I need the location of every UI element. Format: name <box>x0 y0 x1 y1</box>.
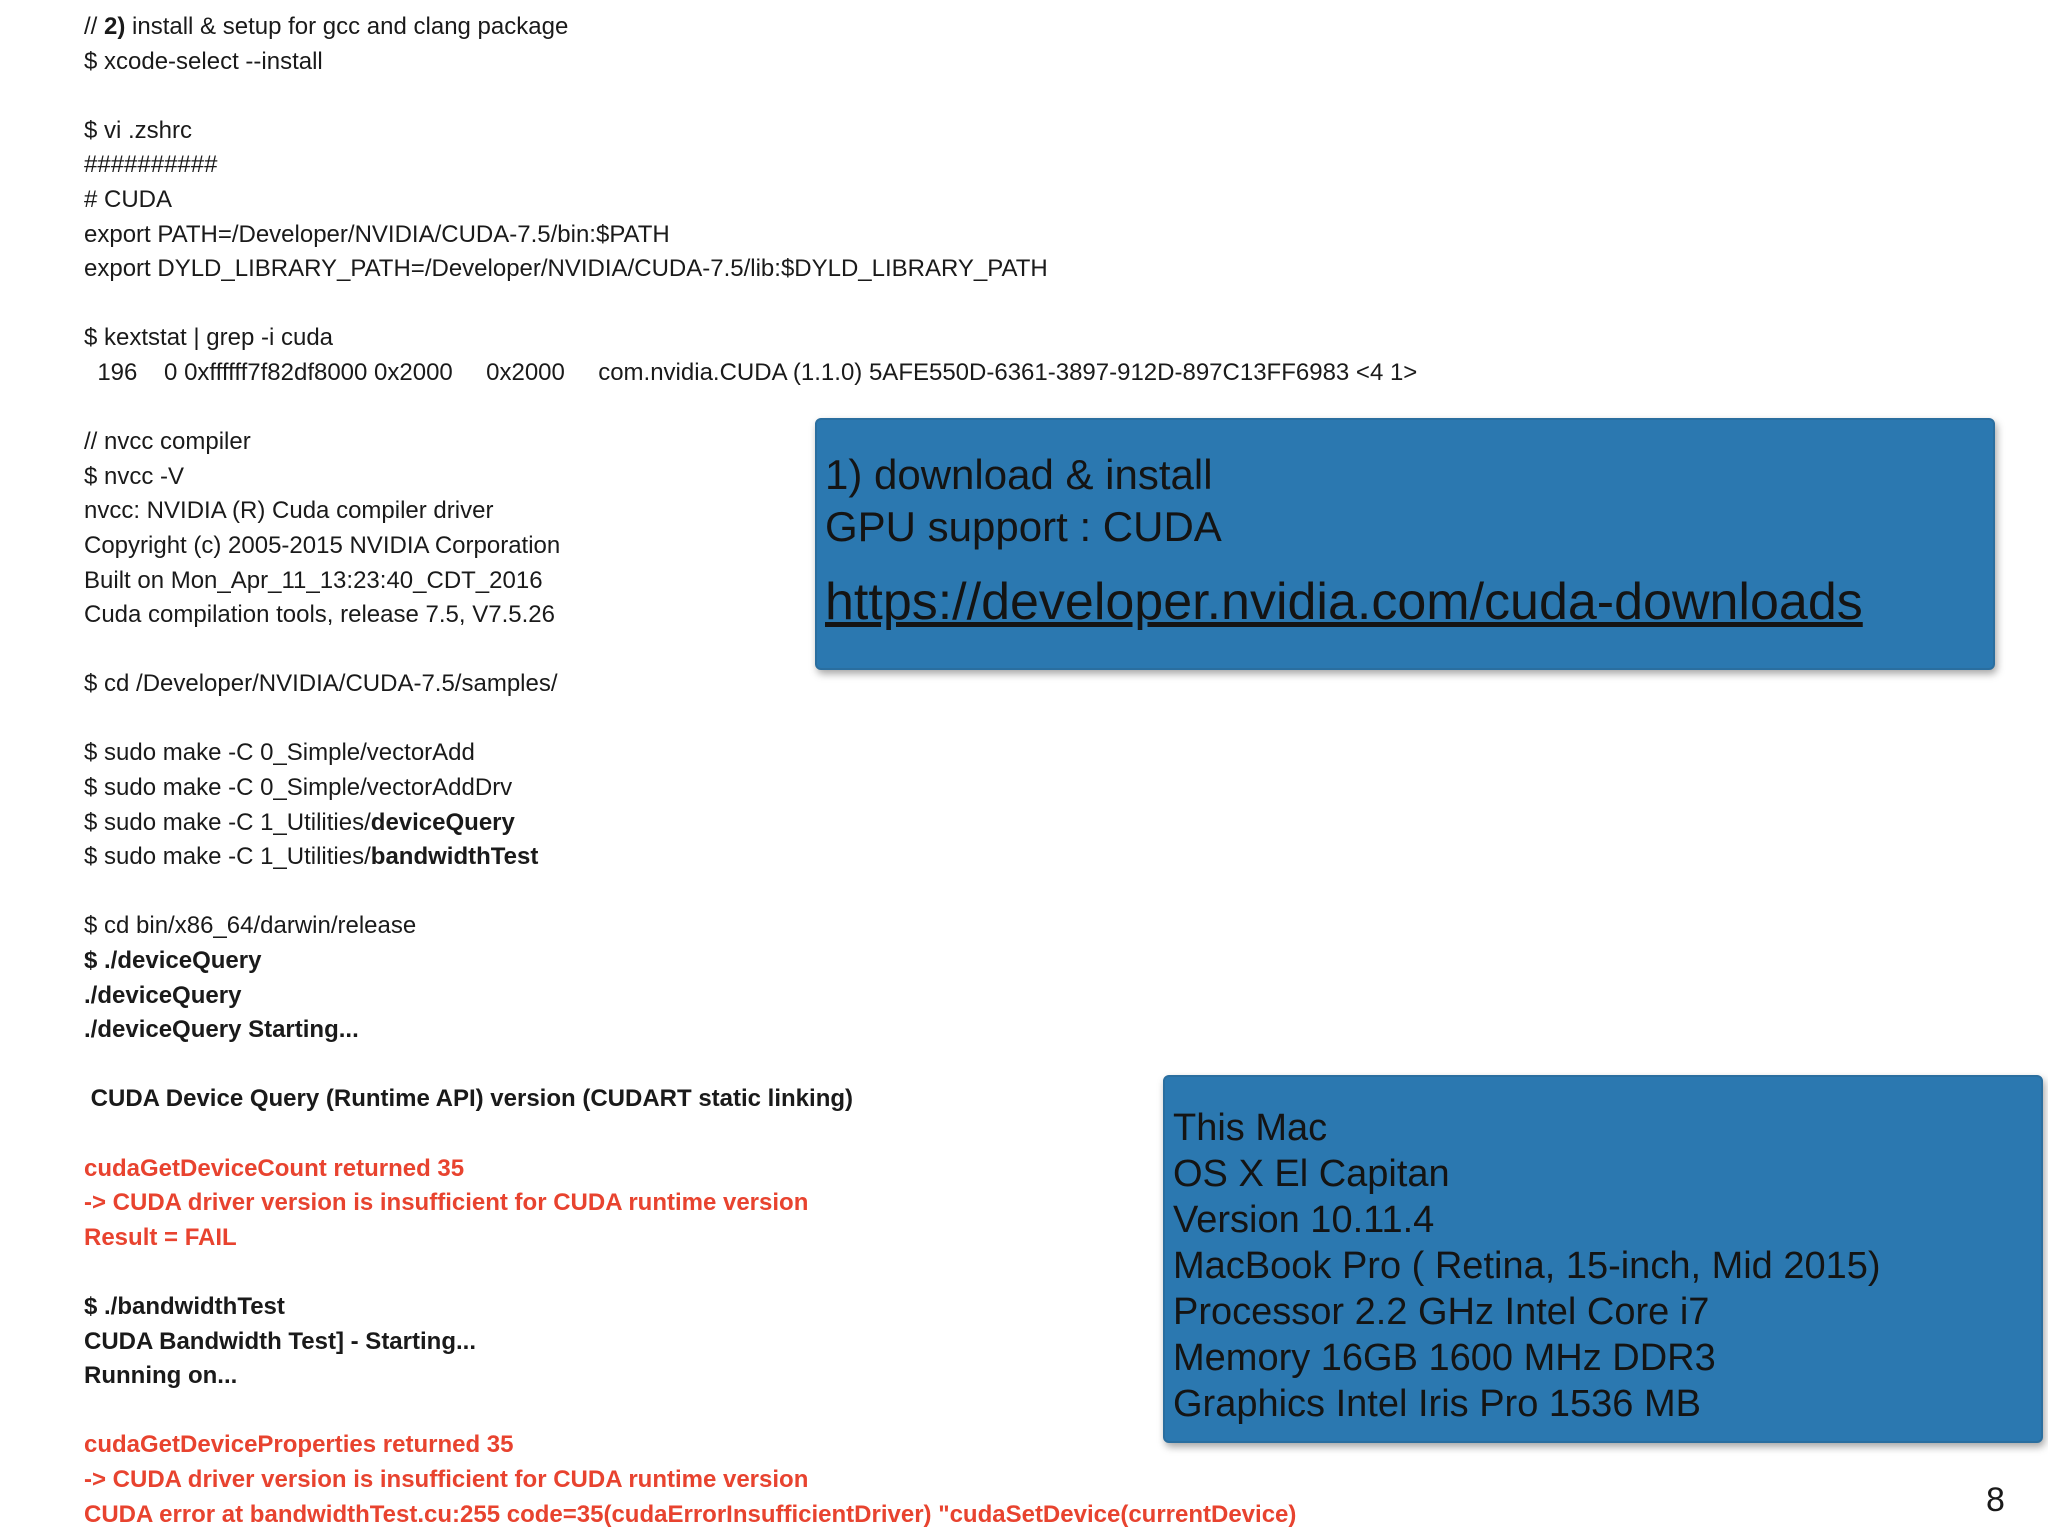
code-text: CUDA error at bandwidthTest.cu:255 code=35(cudaErrorInsufficientDriver) "cudaSetDevice(currentDevice) <box>84 1500 1297 1528</box>
code-text: $ cd bin/x86_64/darwin/release <box>84 912 417 940</box>
code-text: $ xcode-select --install <box>84 47 323 75</box>
code-text: export PATH=/Developer/NVIDIA/CUDA-7.5/bin:$PATH <box>84 220 670 248</box>
code-line <box>84 321 1384 356</box>
code-text: $ sudo make -C 0_Simple/vectorAddDrv <box>84 774 513 802</box>
code-line <box>84 114 1384 149</box>
mac-spec-line: This Mac <box>1173 1107 1328 1149</box>
blank-line <box>84 287 1384 322</box>
code-text: ./deviceQuery <box>84 981 242 1009</box>
code-line <box>84 183 1384 218</box>
code-line <box>84 148 1384 183</box>
code-text: $ nvcc -V <box>84 462 185 490</box>
code-line <box>84 1463 1384 1498</box>
mac-specs-callout <box>1163 1075 2043 1443</box>
code-text: bandwidthTest <box>370 843 539 871</box>
code-text: $ ./deviceQuery <box>84 947 262 975</box>
code-text: install & setup for gcc and clang package <box>125 13 569 40</box>
code-text: CUDA Bandwidth Test] - Starting... <box>84 1327 476 1355</box>
code-line <box>84 45 1384 80</box>
blank-line <box>84 875 1384 910</box>
code-text: $ vi .zshrc <box>84 116 193 144</box>
code-line <box>84 979 1384 1014</box>
page-number: 8 <box>1986 1481 2005 1519</box>
code-line <box>84 252 1384 287</box>
code-text: $ cd /Developer/NVIDIA/CUDA-7.5/samples/ <box>84 670 558 698</box>
code-text: nvcc: NVIDIA (R) Cuda compiler driver <box>84 497 494 525</box>
code-text: deviceQuery <box>370 808 515 836</box>
mac-spec-line: Graphics Intel Iris Pro 1536 MB <box>1173 1383 1701 1425</box>
code-text: $ sudo make -C 1_Utilities/ <box>84 843 371 871</box>
code-line <box>84 218 1384 253</box>
code-text: $ sudo make -C 0_Simple/vectorAdd <box>84 739 475 767</box>
cuda-download-callout <box>815 418 1995 670</box>
cuda-callout-title: GPU support : CUDA <box>825 503 1222 550</box>
code-text: 196 0 0xffffff7f82df8000 0x2000 0x2000 com.nvidia.CUDA (1.1.0) 5AFE550D-6361-3897-912D-897C13FF6983 <4 1> <box>84 358 1418 386</box>
cuda-downloads-link[interactable]: https://developer.nvidia.com/cuda-downloads <box>825 573 1863 631</box>
code-text: 2) <box>104 13 126 40</box>
code-line <box>84 736 1384 771</box>
code-text: ########## <box>84 151 218 179</box>
code-line <box>84 944 1384 979</box>
code-text: $ ./bandwidthTest <box>84 1292 285 1320</box>
code-text: -> CUDA driver version is insufficient for CUDA runtime version <box>84 1189 809 1217</box>
code-text: -> CUDA driver version is insufficient for CUDA runtime version <box>84 1465 809 1493</box>
code-text: CUDA Device Query (Runtime API) version (CUDART static linking) <box>84 1085 854 1113</box>
code-text: ./deviceQuery Starting... <box>84 1016 359 1044</box>
code-text: // <box>84 13 105 40</box>
code-line <box>84 840 1384 875</box>
code-line <box>84 806 1384 841</box>
mac-spec-line: OS X El Capitan <box>1173 1153 1450 1195</box>
code-line <box>84 1498 1384 1533</box>
mac-spec-line: Version 10.11.4 <box>1173 1199 1435 1241</box>
code-text: $ kextstat | grep -i cuda <box>84 324 334 352</box>
mac-spec-line: Memory 16GB 1600 MHz DDR3 <box>1173 1337 1716 1379</box>
code-line <box>84 356 1418 391</box>
code-text: Copyright (c) 2005-2015 NVIDIA Corporation <box>84 531 561 559</box>
cuda-callout-step: 1) download & install <box>825 451 1213 498</box>
code-text: // nvcc compiler <box>84 428 251 456</box>
code-line <box>84 771 1384 806</box>
code-text: Built on Mon_Apr_11_13:23:40_CDT_2016 <box>84 566 543 594</box>
code-line <box>84 909 1384 944</box>
code-text: cudaGetDeviceProperties returned 35 <box>84 1431 514 1459</box>
code-text: Running on... <box>84 1362 238 1390</box>
code-line <box>84 1013 1384 1048</box>
mac-spec-line: MacBook Pro ( Retina, 15-inch, Mid 2015) <box>1173 1245 1881 1287</box>
code-text: $ sudo make -C 1_Utilities/ <box>84 808 371 836</box>
code-text: Result = FAIL <box>84 1223 237 1251</box>
code-text: # CUDA <box>84 185 173 213</box>
code-text: export DYLD_LIBRARY_PATH=/Developer/NVIDIA/CUDA-7.5/lib:$DYLD_LIBRARY_PATH <box>84 255 1048 283</box>
blank-line <box>84 79 1384 114</box>
mac-spec-line: Processor 2.2 GHz Intel Core i7 <box>1173 1291 1710 1333</box>
code-text: Cuda compilation tools, release 7.5, V7.5.26 <box>84 601 555 629</box>
code-text: cudaGetDeviceCount returned 35 <box>84 1154 465 1182</box>
code-line <box>84 10 1384 45</box>
code-line <box>84 667 1384 702</box>
blank-line <box>84 702 1384 737</box>
